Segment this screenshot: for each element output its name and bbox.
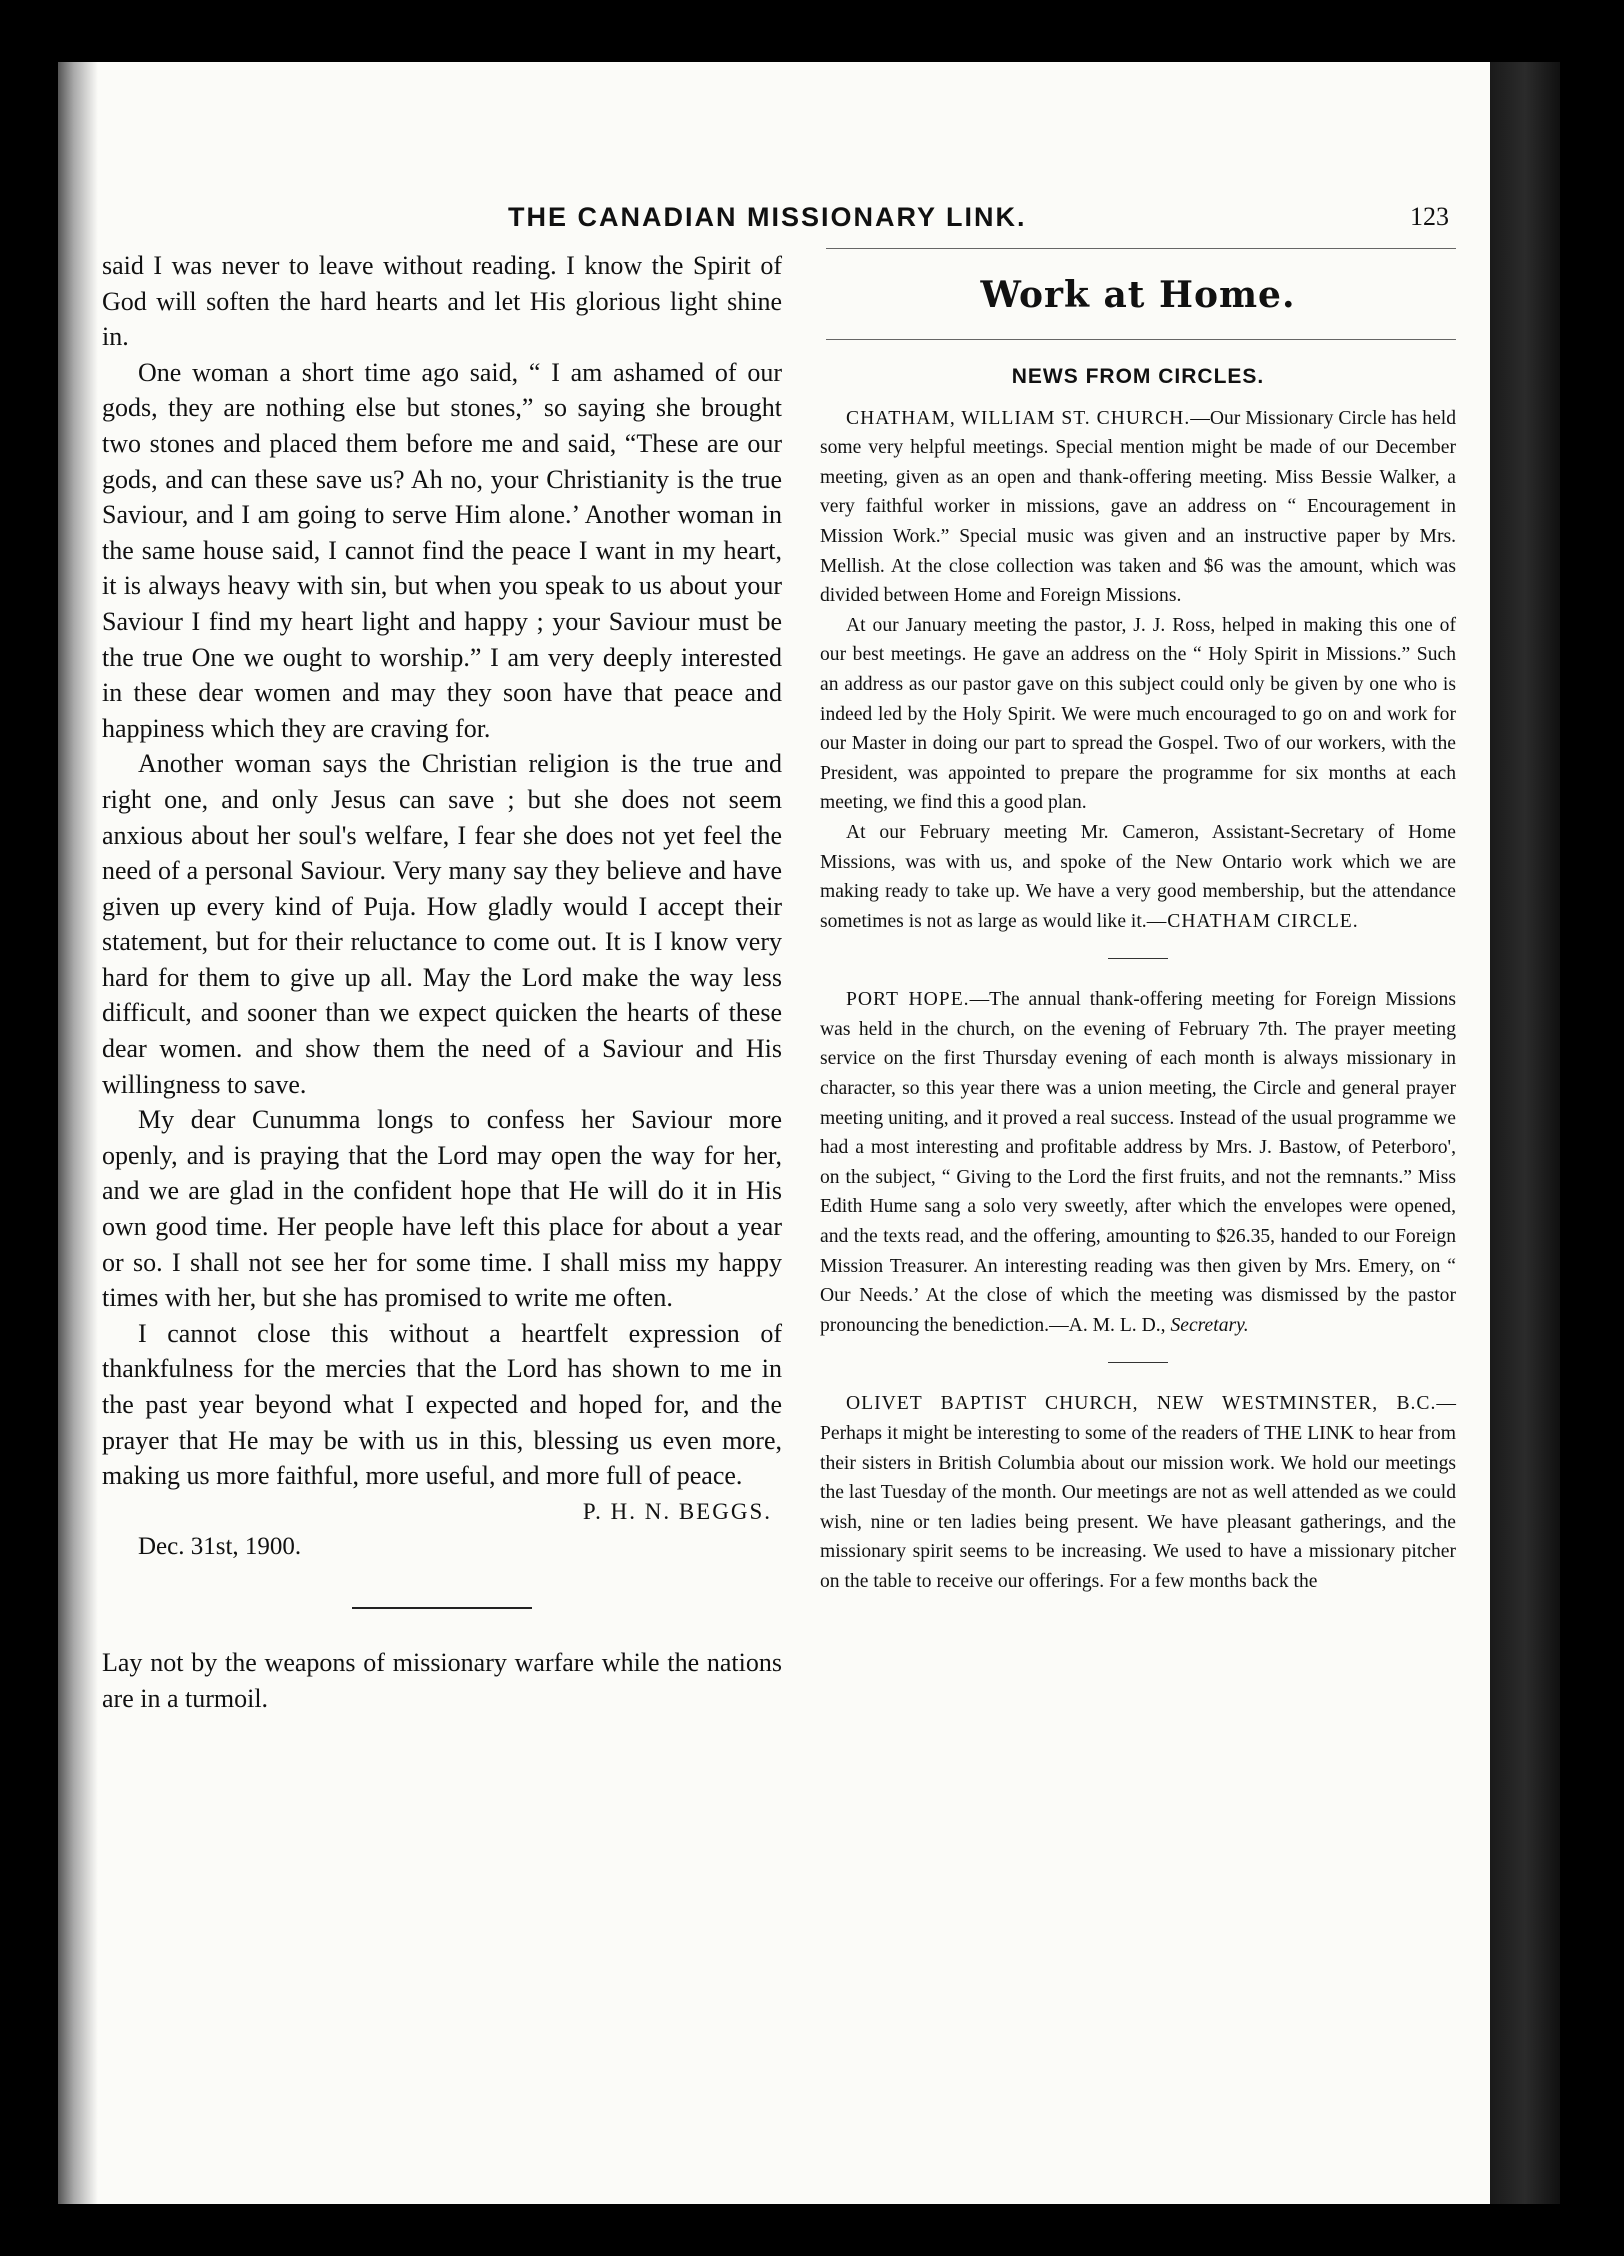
news-heading: NEWS FROM CIRCLES. <box>1011 365 1265 388</box>
report-text: —Perhaps it might be interesting to some of the readers of THE LINK to hear from their sisters in British Columbia about our mission work. We hold our meetings the last Tuesday of the month. Our meetings are not as well attended as we could wish, nine or ten ladies being present. We have pleasant gatherings, and the missionary spirit seems to be increasing. We used to have a missionary pitcher on the table to receive our offerings. For a few months back the <box>820 1393 1456 1592</box>
divider <box>826 339 1456 340</box>
report-paragraph: At our January meeting the pastor, J. J. Ross, helped in making this one of our best meetings. He gave an address on the “ Holy Spirit in Missions.” Such an address as our pastor gave on this subject could only be given by one who is indeed led by the Holy Spirit. We were much encouraged to go on and work for our Master in doing our part to spread the Gospel. Two of our workers, with the President, was appointed to prepare the programme for six months at each meeting, we find this a good plan. <box>820 614 1456 814</box>
page <box>58 62 1490 2204</box>
book-edge <box>1490 62 1560 2204</box>
report-lead: CHATHAM, WILLIAM ST. CHURCH. <box>846 407 1191 429</box>
divider <box>352 1607 532 1609</box>
paragraph: One woman a short time ago said, “ I am ashamed of our gods, they are nothing else but stones,” so saying she brought two stones and placed them before me and said, “These are our gods, and can these save us? Ah no, your Christianity is the true Saviour, and I am going to serve Him alone.’ Another woman in the same house said, I cannot find the peace I want in my heart, it is always heavy with sin, but when you speak to us about your Saviour I find my heart light and happy ; your Saviour must be the true One we ought to worship.” I am very deeply interested in these dear women and may they soon have that peace and happiness which they are craving for. <box>102 357 782 743</box>
paragraph: said I was never to leave without reading. I know the Spirit of God will soften the hard hearts and let His glorious light shine in. <box>102 251 782 352</box>
report-lead: OLIVET BAPTIST CHURCH, NEW WESTMINSTER, B.C. <box>846 1393 1437 1415</box>
running-head <box>58 202 1490 238</box>
page-number: 123 <box>1410 202 1449 231</box>
report-paragraph <box>820 404 1456 611</box>
report-text: —The annual thank-offering meeting for Foreign Missions was held in the church, on the evening of February 7th. The prayer meeting service on the first Thursday evening of each month is always missionary in character, so this year there was a union meeting, the Circle and general prayer meeting uniting, and it proved a real success. Instead of the usual programme we had a most interesting and profitable address by Mrs. J. Bastow, of Peterboro', on the subject, “ Giving to the Lord the first fruits, and not the remnants.” Miss Edith Hume sang a solo very sweetly, after which the envelopes were opened, and the texts read, and the offering, amounting to $26.35, handed to our Foreign Mission Treasurer. An interesting reading was then given by Mrs. Emery, on “ Our Needs.’ At the close of which the meeting was dismissed by the pastor pronouncing the benediction.—A. M. L. D., <box>820 989 1456 1336</box>
divider <box>1108 958 1168 959</box>
section-title: Work at Home. <box>980 274 1296 316</box>
left-column <box>102 248 782 1716</box>
binding-shadow <box>58 62 98 2204</box>
report-paragraph <box>820 818 1456 936</box>
paragraph: Another woman says the Christian religion is the true and right one, and only Jesus can save ; but she does not seem anxious about her soul's welfare, I fear she does not yet feel the need of a personal Saviour. Very many say they believe and have given up every kind of Puja. How gladly would I accept their statement, but for their reluctance to come out. It is I know very hard for them to give up all. May the Lord make the way less difficult, and sooner than we expect quicken the hearts of these dear women. and show them the need of a Saviour and His willingness to save. <box>102 749 782 1099</box>
divider <box>1108 1362 1168 1363</box>
paragraph: I cannot close this without a heartfelt expression of thankfulness for the mercies that the Lord has shown to me in the past year beyond what I expected and hoped for, and the prayer that He may be with us in this, blessing us even more, making us more faithful, more useful, and more full of peace. <box>102 1318 782 1491</box>
report-text: —Our Missionary Circle has held some very helpful meetings. Special mention might be made of our December meeting, given as an open and thank-offering meeting. Miss Bessie Walker, a very faithful worker in missions, gave an address on “ Encouragement in Mission Work.” Special music was given and an instructive paper by Mrs. Mellish. At the close collection was taken and $6 was the amount, which was divided between Home and Foreign Missions. <box>820 407 1457 607</box>
signature: P. H. N. BEGGS. <box>582 1498 772 1524</box>
report-paragraph <box>820 985 1456 1340</box>
report-lead: PORT HOPE. <box>846 989 970 1011</box>
report-signature: —CHATHAM CIRCLE. <box>1146 910 1359 932</box>
divider <box>826 248 1456 249</box>
journal-title: THE CANADIAN MISSIONARY LINK. <box>508 202 1027 232</box>
right-column <box>820 248 1456 1597</box>
closing-quote: Lay not by the weapons of missionary warfare while the nations are in a turmoil. <box>102 1647 782 1713</box>
report-text: At our February meeting Mr. Cameron, Assistant-Secretary of Home Missions, was with us, and spoke of the New Ontario work which we are making ready to take up. We have a very good membership, but the attendance sometimes is not as large as would like it. <box>820 821 1456 932</box>
paragraph: My dear Cunumma longs to confess her Saviour more openly, and is praying that the Lord may open the way for her, and we are glad in the confident hope that He will do it in His own good time. Her people have left this place for about a year or so. I shall not see her for some time. I shall miss my happy times with her, but she has promised to write me often. <box>102 1105 782 1313</box>
letter-date: Dec. 31st, 1900. <box>138 1533 302 1561</box>
report-paragraph <box>820 1389 1456 1596</box>
report-signature: Secretary. <box>1170 1314 1249 1336</box>
